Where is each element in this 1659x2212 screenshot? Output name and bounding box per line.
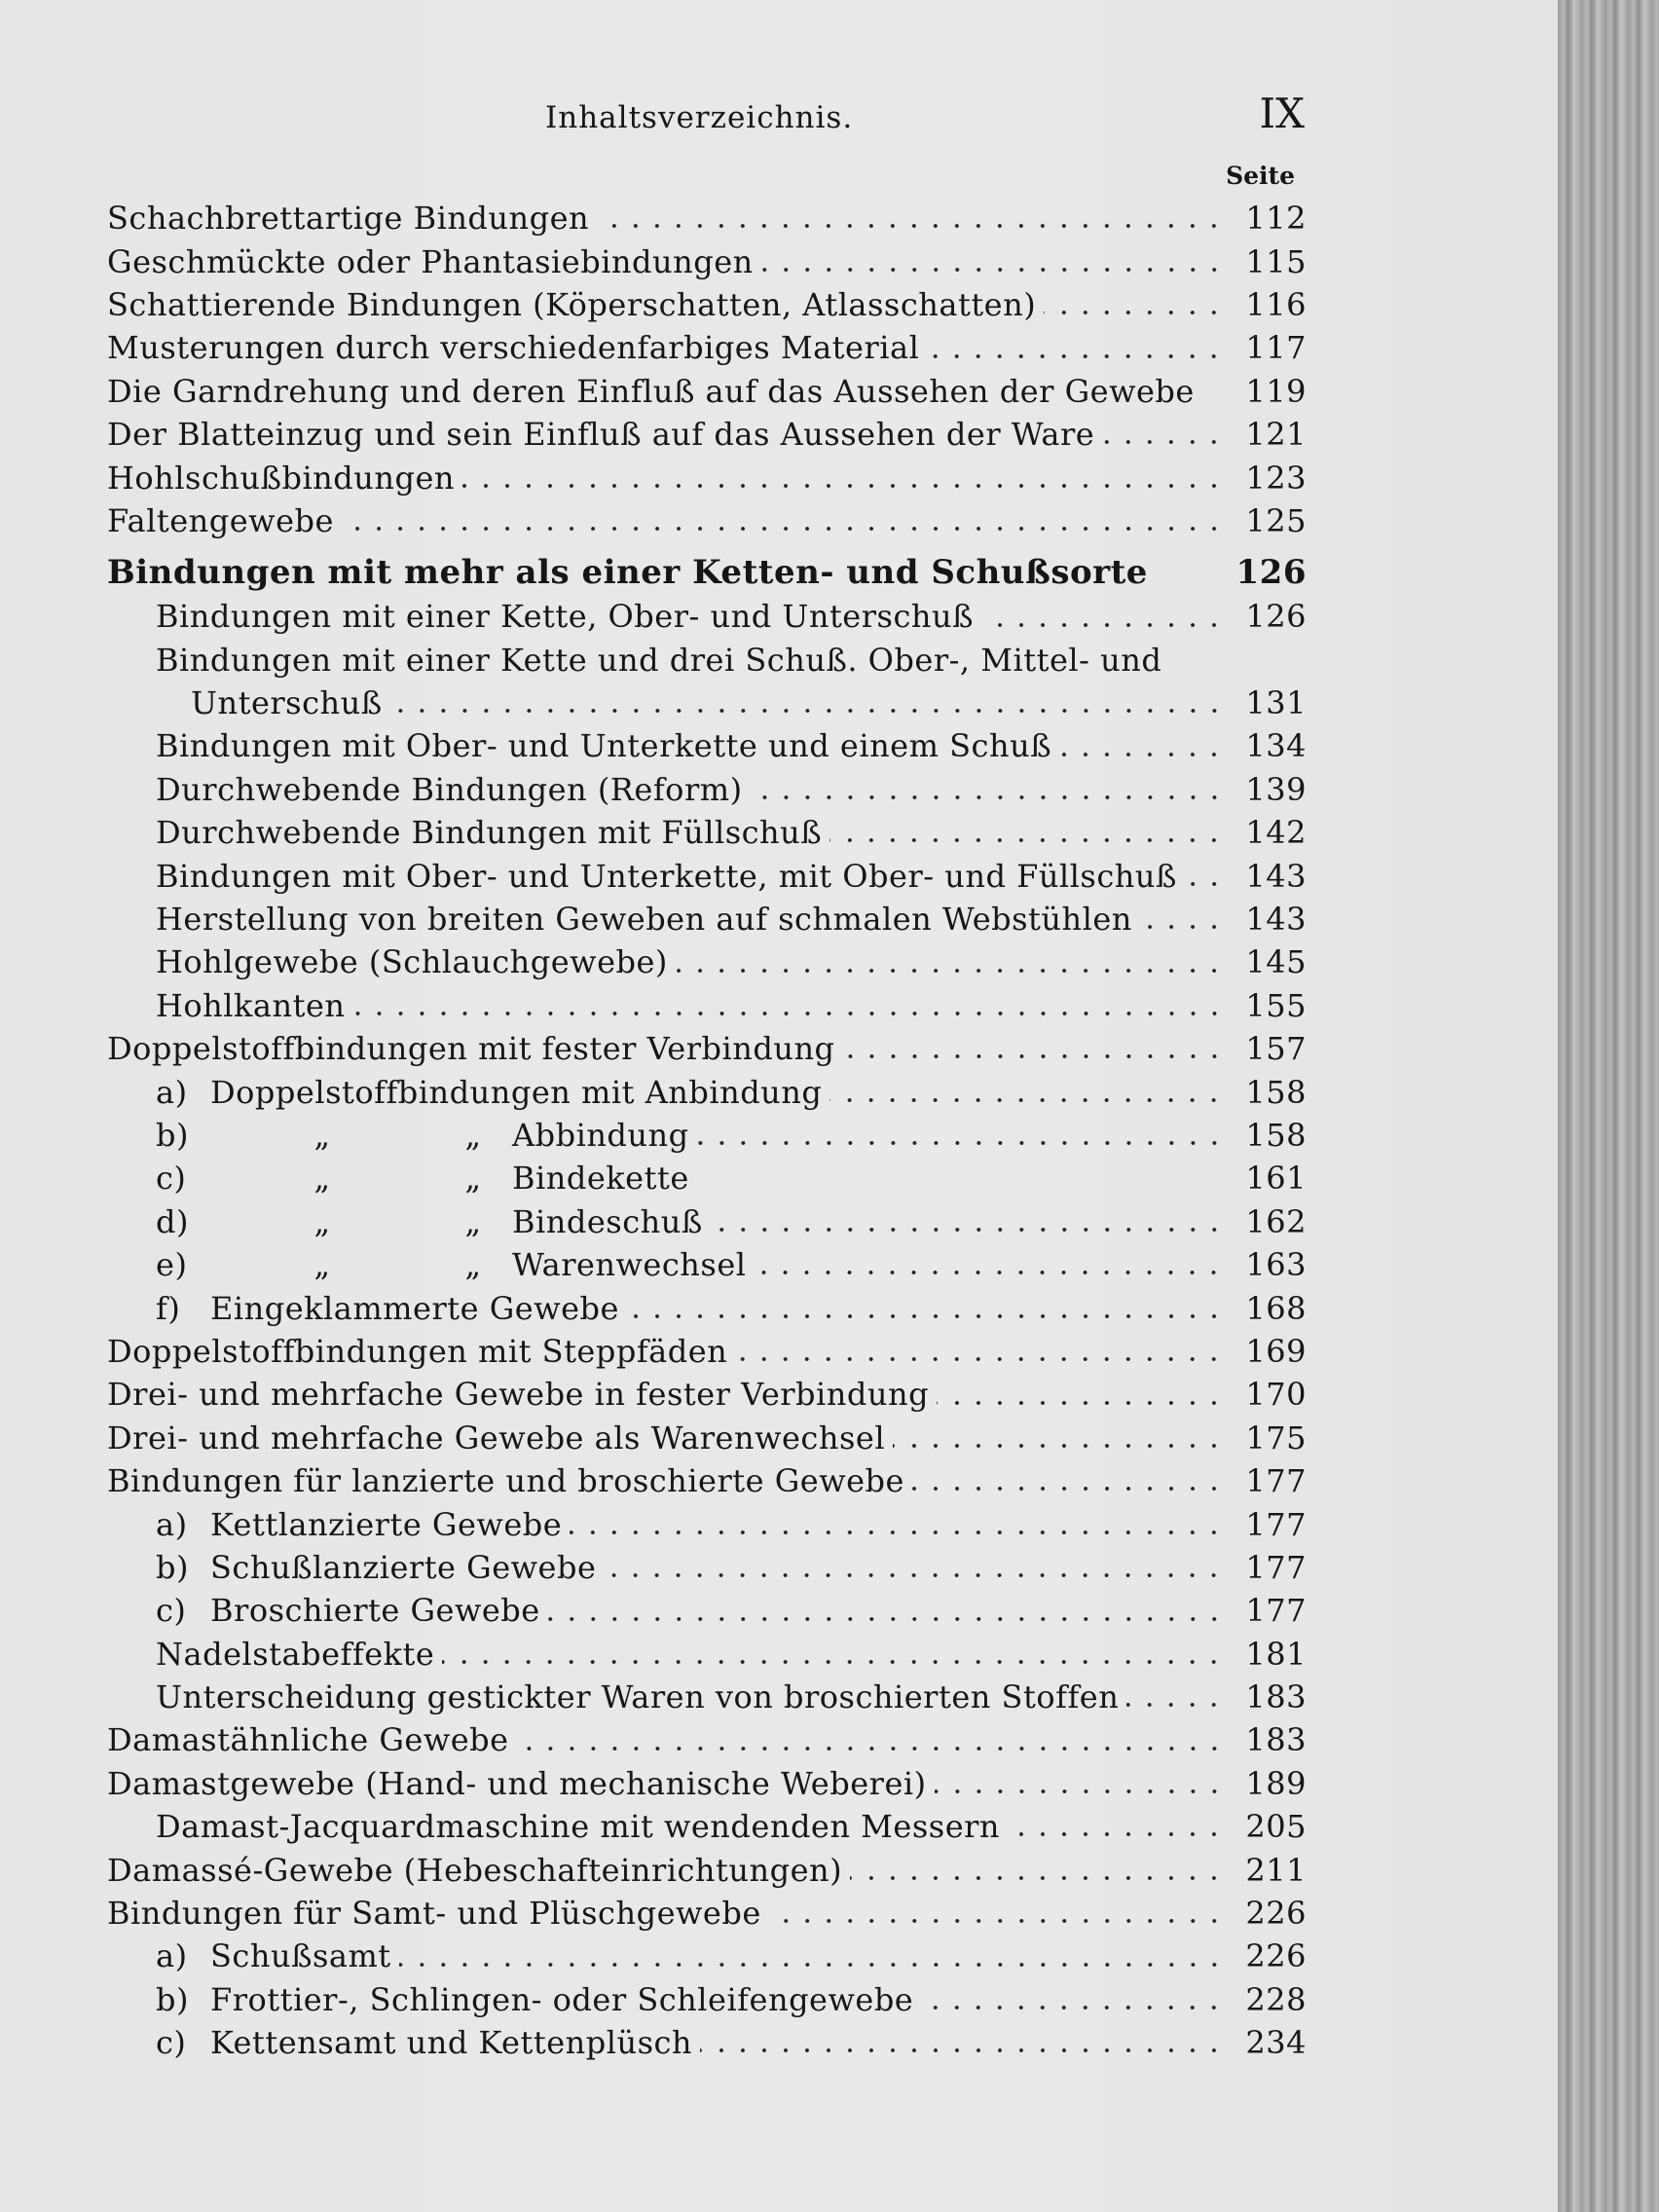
toc-entry: Damast-Jacquardmaschine mit wendenden Messern 205 (156, 1808, 1307, 1846)
toc-page-number: 168 (1245, 1289, 1307, 1327)
enum-label: f) (156, 1289, 181, 1327)
toc-subentry: d) „ „ Bindeschuß 162 (156, 1202, 1307, 1240)
enum-label: b) (156, 1117, 189, 1154)
toc-page-number: 228 (1245, 1980, 1307, 2018)
toc-entry: Herstellung von breiten Geweben auf schmalen Webstühlen 143 (156, 901, 1307, 939)
toc-page-number: 125 (1245, 501, 1307, 539)
toc-entry: Unterscheidung gestickter Waren von broschierten Stoffen 183 (156, 1678, 1307, 1716)
toc-page-number: 169 (1245, 1332, 1307, 1370)
toc-subentry: e) „ „ Warenwechsel 163 (156, 1246, 1307, 1284)
toc-page-number: 177 (1245, 1592, 1307, 1630)
toc-page-number: 116 (1245, 285, 1307, 323)
toc-page-number: 205 (1245, 1808, 1307, 1846)
toc-page-number: 175 (1245, 1419, 1307, 1456)
toc-page-number: 155 (1245, 986, 1307, 1024)
enum-label: d) (156, 1202, 189, 1240)
toc-page-number: 226 (1245, 1937, 1307, 1975)
toc-section-heading: Bindungen mit mehr als einer Ketten- und Schußsorte 126 (107, 553, 1307, 593)
toc-entry: Bindungen mit einer Kette, Ober- und Unterschuß 126 (156, 598, 1307, 636)
toc-entry: Damassé-Gewebe (Hebeschafteinrichtungen) 211 (107, 1851, 1307, 1889)
toc-page-number: 123 (1245, 459, 1307, 497)
toc-entry: Drei- und mehrfache Gewebe als Warenwechsel 175 (107, 1419, 1307, 1456)
table-of-contents (107, 197, 1307, 2064)
ditto-mark: „ (313, 1117, 331, 1154)
toc-page-number: 131 (1245, 684, 1307, 722)
book-edge (1558, 0, 1659, 2212)
toc-page-number: 211 (1245, 1851, 1307, 1889)
toc-page-number: 119 (1245, 372, 1307, 410)
enum-label: c) (156, 1160, 187, 1198)
toc-page-number: 145 (1245, 943, 1307, 981)
toc-page-number: 189 (1245, 1764, 1307, 1802)
ditto-mark: „ (313, 1160, 331, 1198)
ditto-mark: „ (464, 1202, 482, 1240)
toc-page-number: 115 (1245, 242, 1307, 280)
toc-page-number: 177 (1245, 1462, 1307, 1500)
toc-subentry: c) Kettensamt und Kettenplüsch 234 (156, 2024, 1307, 2062)
toc-page-number: 183 (1245, 1721, 1307, 1759)
ditto-mark: „ (464, 1160, 482, 1198)
enum-label: c) (156, 1592, 187, 1630)
toc-entry: Damastähnliche Gewebe 183 (107, 1721, 1307, 1759)
toc-page-number: 134 (1245, 727, 1307, 765)
toc-page-number: 162 (1245, 1202, 1307, 1240)
toc-entry: Faltengewebe 125 (107, 501, 1307, 539)
toc-entry: Drei- und mehrfache Gewebe in fester Verbindung 170 (107, 1376, 1307, 1414)
toc-page-number: 170 (1245, 1376, 1307, 1414)
ditto-mark: „ (313, 1246, 331, 1284)
enum-label: a) (156, 1505, 188, 1543)
toc-entry: Hohlkanten 155 (156, 986, 1307, 1024)
toc-entry: Durchwebende Bindungen (Reform) 139 (156, 770, 1307, 808)
toc-subentry: f) Eingeklammerte Gewebe 168 (156, 1289, 1307, 1327)
running-head (107, 90, 1305, 137)
toc-subentry: b) „ „ Abbindung 158 (156, 1117, 1307, 1154)
toc-entry: Bindungen mit Ober- und Unterkette und einem Schuß 134 (156, 727, 1307, 765)
enum-label: b) (156, 1548, 189, 1586)
toc-entry: Bindungen für lanzierte und broschierte Gewebe 177 (107, 1462, 1307, 1500)
toc-page-number: 142 (1245, 814, 1307, 852)
toc-entry: Bindungen für Samt- und Plüschgewebe 226 (107, 1895, 1307, 1933)
toc-page-number: 234 (1245, 2024, 1307, 2062)
toc-entry: Hohlschußbindungen 123 (107, 459, 1307, 497)
enum-label: e) (156, 1246, 188, 1284)
enum-label: c) (156, 2024, 187, 2062)
ditto-mark: „ (313, 1202, 331, 1240)
toc-page-number: 158 (1245, 1073, 1307, 1111)
toc-page-number: 121 (1245, 416, 1307, 454)
toc-page-number: 177 (1245, 1548, 1307, 1586)
ditto-mark: „ (464, 1117, 482, 1154)
toc-entry: Die Garndrehung und deren Einfluß auf das Aussehen der Gewebe 119 (107, 372, 1307, 410)
running-head-title: Inhaltsverzeichnis. (545, 100, 854, 135)
toc-page-number: 126 (1235, 553, 1307, 593)
toc-page-number: 139 (1245, 770, 1307, 808)
toc-page-number: 126 (1245, 598, 1307, 636)
toc-entry-continuation: Unterschuß 131 (191, 684, 1307, 722)
toc-page-number: 112 (1245, 200, 1307, 238)
toc-page-number: 183 (1245, 1678, 1307, 1716)
toc-subentry: a) Kettlanzierte Gewebe 177 (156, 1505, 1307, 1543)
toc-subentry: b) Frottier-, Schlingen- oder Schleifengewebe 228 (156, 1980, 1307, 2018)
toc-entry: Der Blatteinzug und sein Einfluß auf das Aussehen der Ware 121 (107, 416, 1307, 454)
toc-subentry: c) „ „ Bindekette 161 (156, 1160, 1307, 1198)
toc-subentry: c) Broschierte Gewebe 177 (156, 1592, 1307, 1630)
toc-subentry: a) Doppelstoffbindungen mit Anbindung 158 (156, 1073, 1307, 1111)
toc-entry: Bindungen mit Ober- und Unterkette, mit Ober- und Füllschuß 143 (156, 857, 1307, 895)
enum-label: b) (156, 1980, 189, 2018)
toc-page-number: 143 (1245, 857, 1307, 895)
toc-entry: Damastgewebe (Hand- und mechanische Weberei) 189 (107, 1764, 1307, 1802)
toc-page-number: 157 (1245, 1030, 1307, 1068)
toc-page-number: 158 (1245, 1117, 1307, 1154)
toc-entry: Doppelstoffbindungen mit Steppfäden 169 (107, 1332, 1307, 1370)
toc-entry: Doppelstoffbindungen mit fester Verbindung 157 (107, 1030, 1307, 1068)
toc-page-number: 161 (1245, 1160, 1307, 1198)
ditto-mark: „ (464, 1246, 482, 1284)
toc-page-number: 117 (1245, 329, 1307, 367)
enum-label: a) (156, 1073, 188, 1111)
toc-entry: Durchwebende Bindungen mit Füllschuß 142 (156, 814, 1307, 852)
page-column-label: Seite (1226, 162, 1295, 190)
page-number-roman: IX (1259, 90, 1305, 137)
toc-entry: Nadelstabeffekte 181 (156, 1635, 1307, 1673)
toc-page-number: 226 (1245, 1895, 1307, 1933)
toc-entry: Schachbrettartige Bindungen 112 (107, 200, 1307, 238)
toc-page-number: 163 (1245, 1246, 1307, 1284)
toc-page-number: 177 (1245, 1505, 1307, 1543)
toc-subentry: b) Schußlanzierte Gewebe 177 (156, 1548, 1307, 1586)
toc-entry: Bindungen mit einer Kette und drei Schuß. Ober-, Mittel- und (156, 641, 1162, 679)
toc-subentry: a) Schußsamt 226 (156, 1937, 1307, 1975)
toc-entry: Hohlgewebe (Schlauchgewebe) 145 (156, 943, 1307, 981)
toc-entry: Musterungen durch verschiedenfarbiges Material 117 (107, 329, 1307, 367)
toc-entry: Schattierende Bindungen (Köperschatten, Atlasschatten) 116 (107, 285, 1307, 323)
toc-entry: Geschmückte oder Phantasiebindungen 115 (107, 242, 1307, 280)
enum-label: a) (156, 1937, 188, 1975)
toc-page-number: 181 (1245, 1635, 1307, 1673)
toc-page-number: 143 (1245, 901, 1307, 939)
